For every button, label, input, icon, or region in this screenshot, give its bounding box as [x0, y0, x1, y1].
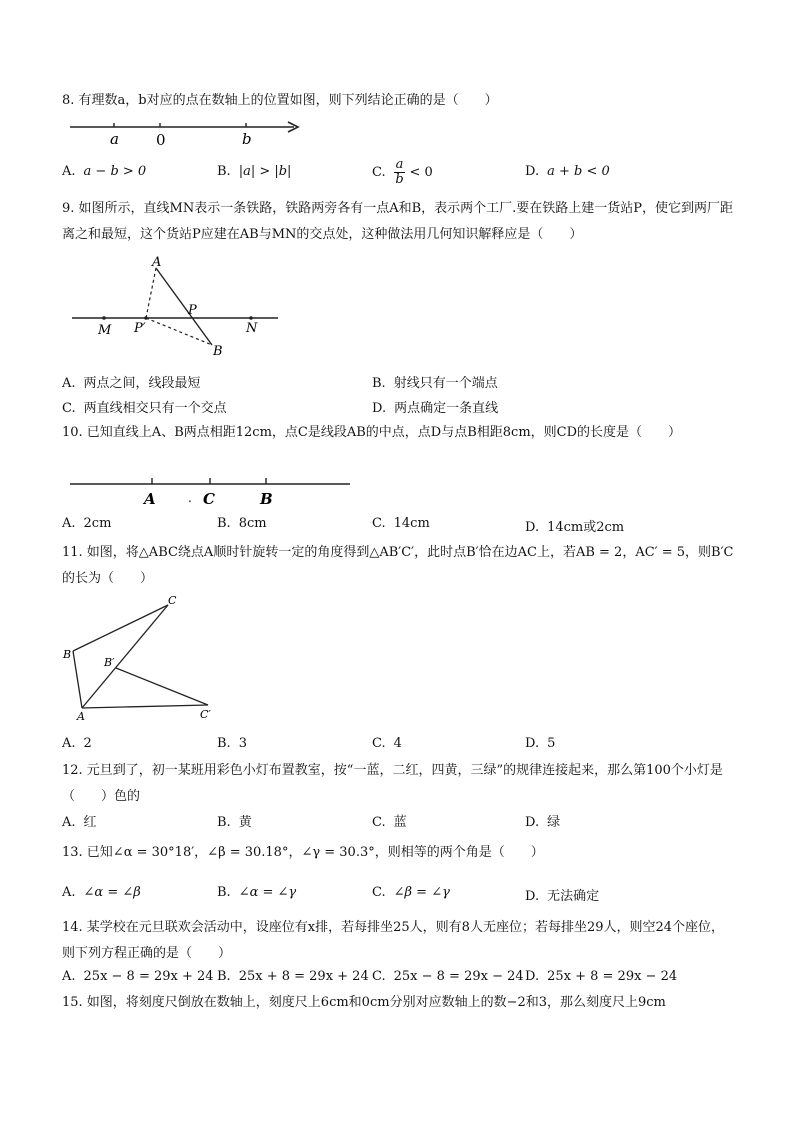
q13-option-d[interactable]: D. 无法确定 — [525, 889, 600, 904]
q13-options — [62, 885, 734, 907]
label-C-prime: C′ — [200, 708, 211, 721]
q11-option-b[interactable]: B. 3 — [217, 736, 247, 751]
q10-options — [62, 516, 734, 538]
question-13-stem: 13. 已知∠α = 30°18′，∠β = 30.18°，∠γ = 30.3°，则相等的两个角是（ ） — [62, 845, 544, 860]
q8-number-line-figure — [66, 114, 306, 150]
q9-option-c[interactable]: C. 两直线相交只有一个交点 — [62, 401, 227, 416]
question-14-stem: 14. 某学校在元旦联欢会活动中，设座位有x排，若每排坐25人，则有8人无座位；若每排坐29人，则空24个座位，则下列方程正确的是（ ） — [62, 920, 725, 961]
label-B: B — [260, 490, 273, 508]
label-C: C — [168, 594, 177, 607]
label-B: B — [63, 648, 72, 661]
q14-option-b[interactable]: B. 25x + 8 = 29x + 24 — [217, 969, 369, 984]
question-8-stem: 8. 有理数a，b对应的点在数轴上的位置如图，则下列结论正确的是（ ） — [62, 93, 498, 108]
question-11-stem: 11. 如图，将△ABC绕点A顺时针旋转一定的角度得到△AB′C′，此时点B′恰在边AC上，若AB = 2，AC′ = 5，则B′C的长为（ ） — [62, 545, 734, 586]
q11-option-c[interactable]: C. 4 — [372, 736, 402, 751]
q12-option-a[interactable]: A. 红 — [62, 815, 97, 830]
segment-bc — [73, 605, 168, 651]
q9-option-a[interactable]: A. 两点之间，线段最短 — [62, 376, 201, 391]
q9-options-row-2 — [62, 397, 734, 419]
dashed-ap2 — [146, 268, 156, 318]
label-N: N — [246, 321, 258, 336]
q12-options — [62, 811, 734, 833]
q11-rotation-figure — [60, 592, 230, 728]
label-B-prime: B′ — [104, 656, 115, 669]
q8-option-d[interactable]: D. a + b < 0 — [525, 164, 610, 179]
q10-option-c[interactable]: C. 14cm — [372, 516, 430, 531]
label-b: b — [242, 130, 252, 148]
q9-railway-figure — [66, 252, 286, 362]
segment-ab — [156, 268, 212, 345]
q14-option-d[interactable]: D. 25x + 8 = 29x − 24 — [525, 969, 678, 984]
segment-ac — [82, 605, 168, 708]
label-B: B — [213, 344, 223, 359]
q11-options — [62, 736, 734, 758]
question-12-stem: 12. 元旦到了，初一某班用彩色小灯布置教室，按“一蓝，二红，四黄，三绿”的规律连接起来，那么第100个小灯是（ ）色的 — [62, 763, 723, 804]
q9-options-row-1 — [62, 372, 734, 394]
label-A: A — [152, 255, 162, 270]
question-15-stem: 15. 如图，将刻度尺倒放在数轴上，刻度尺上6cm和0cm分别对应数轴上的数−2和3，那么刻度尺上9cm — [62, 995, 666, 1010]
label-a: a — [110, 130, 119, 148]
q12-option-b[interactable]: B. 黄 — [217, 815, 252, 830]
label-P-prime: P′ — [134, 321, 146, 336]
segment-ab — [73, 651, 82, 708]
q14-option-a[interactable]: A. 25x − 8 = 29x + 24 — [62, 969, 214, 984]
q10-line-figure — [66, 470, 356, 510]
svg-text:.: . — [188, 491, 192, 505]
label-M: M — [98, 323, 112, 338]
question-9-stem: 9. 如图所示，直线MN表示一条铁路，铁路两旁各有一点A和B，表示两个工厂.要在铁路上建一货站P，使它到两厂距离之和最短，这个货站P应建在AB与MN的交点处，这种做法用几何知识解释应是（ ） — [62, 201, 734, 242]
label-zero: 0 — [156, 131, 166, 149]
q12-option-d[interactable]: D. 绿 — [525, 815, 561, 830]
q13-option-c[interactable]: C. ∠β = ∠γ — [372, 885, 450, 900]
segment-b2c2 — [116, 668, 208, 705]
q10-option-b[interactable]: B. 8cm — [217, 516, 267, 531]
q8-option-c[interactable]: C. $\frac{a}{b}$ < 0 — [372, 157, 433, 187]
q8-options — [62, 157, 734, 187]
segment-ac2 — [82, 705, 208, 708]
q13-option-a[interactable]: A. ∠α = ∠β — [62, 885, 141, 900]
label-C: C — [203, 490, 215, 508]
q10-option-d[interactable]: D. 14cm或2cm — [525, 520, 625, 535]
q11-option-a[interactable]: A. 2 — [62, 736, 92, 751]
q8-option-b[interactable]: B. |a| > |b| — [217, 164, 292, 179]
label-A: A — [144, 490, 156, 508]
q14-options — [62, 969, 734, 991]
q13-option-b[interactable]: B. ∠α = ∠γ — [217, 885, 297, 900]
label-A: A — [77, 710, 85, 723]
q12-option-c[interactable]: C. 蓝 — [372, 815, 407, 830]
q10-option-a[interactable]: A. 2cm — [62, 516, 112, 531]
q9-option-d[interactable]: D. 两点确定一条直线 — [372, 401, 499, 416]
q14-option-c[interactable]: C. 25x − 8 = 29x − 24 — [372, 969, 524, 984]
question-10-stem: 10. 已知直线上A、B两点相距12cm，点C是线段AB的中点，点D与点B相距8cm，则CD的长度是（ ） — [62, 425, 682, 440]
label-P: P — [188, 303, 197, 318]
q9-option-b[interactable]: B. 射线只有一个端点 — [372, 376, 498, 391]
q8-option-a[interactable]: A. a − b > 0 — [62, 164, 147, 179]
q11-option-d[interactable]: D. 5 — [525, 736, 556, 751]
